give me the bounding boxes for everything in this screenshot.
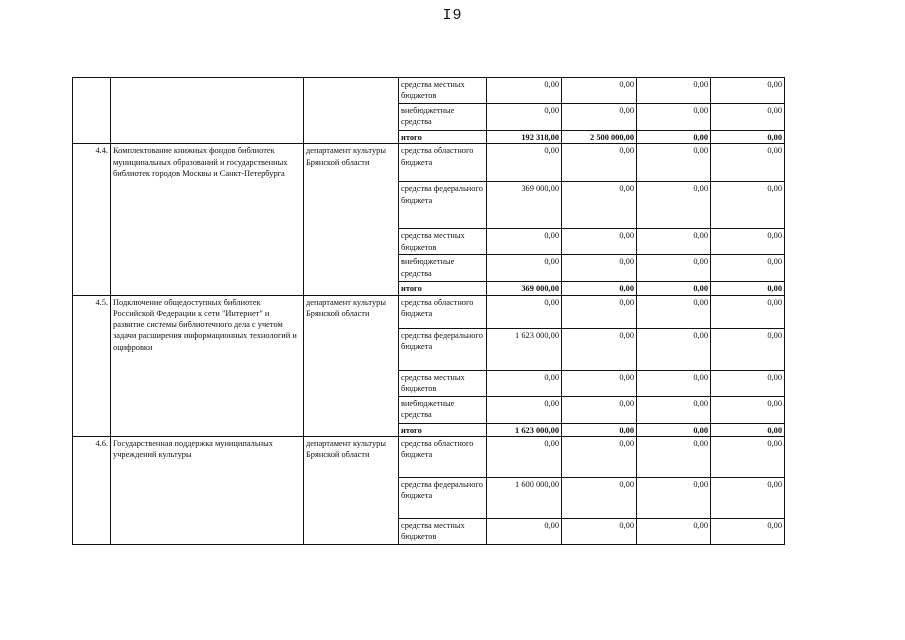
- amount-cell-3: 0,00: [637, 295, 711, 328]
- item-name: Государственная поддержка муниципальных учреждений культуры: [111, 436, 304, 544]
- amount-cell-4: 0,00: [711, 436, 785, 477]
- amount-cell-2: 0,00: [562, 477, 637, 518]
- amount-cell-3: 0,00: [637, 436, 711, 477]
- item-number: 4.4.: [73, 144, 111, 295]
- amount-cell-1: 0,00: [487, 396, 562, 423]
- item-executor-cell: [304, 78, 399, 144]
- table-row: [73, 144, 785, 182]
- amount-cell-4: 0,00: [711, 229, 785, 255]
- amount-cell-3: 0,00: [637, 518, 711, 544]
- amount-cell-3: 0,00: [637, 78, 711, 104]
- funding-source: итого: [399, 282, 487, 295]
- funding-source: средства местных бюджетов: [399, 518, 487, 544]
- funding-source: итого: [399, 423, 487, 436]
- amount-cell-1: 0,00: [487, 255, 562, 282]
- amount-cell-1: 1 623 000,00: [487, 423, 562, 436]
- item-name: Подключение общедоступных библиотек Российской Федерации к сети "Интернет" и развитие системы библиотечного дела с учетом задачи расширения информационных технологий и оцифровки: [111, 295, 304, 436]
- amount-cell-3: 0,00: [637, 182, 711, 229]
- amount-cell-4: 0,00: [711, 131, 785, 144]
- funding-table: [72, 77, 784, 550]
- amount-cell-4: 0,00: [711, 255, 785, 282]
- amount-cell-1: 0,00: [487, 144, 562, 182]
- amount-cell-1: 0,00: [487, 78, 562, 104]
- amount-cell-2: 0,00: [562, 396, 637, 423]
- amount-cell-3: 0,00: [637, 328, 711, 370]
- amount-cell-4: 0,00: [711, 282, 785, 295]
- amount-cell-3: 0,00: [637, 477, 711, 518]
- amount-cell-2: 0,00: [562, 182, 637, 229]
- amount-cell-3: 0,00: [637, 370, 711, 396]
- amount-cell-4: 0,00: [711, 144, 785, 182]
- table-row: [73, 78, 785, 104]
- amount-cell-2: 0,00: [562, 78, 637, 104]
- amount-cell-4: 0,00: [711, 477, 785, 518]
- amount-cell-1: 1 623 000,00: [487, 328, 562, 370]
- amount-cell-4: 0,00: [711, 518, 785, 544]
- amount-cell-1: 0,00: [487, 370, 562, 396]
- amount-cell-1: 369 000,00: [487, 182, 562, 229]
- item-name-cell: [111, 78, 304, 144]
- table-row: [73, 295, 785, 328]
- amount-cell-1: 192 318,00: [487, 131, 562, 144]
- amount-cell-2: 0,00: [562, 282, 637, 295]
- amount-cell-3: 0,00: [637, 255, 711, 282]
- amount-cell-4: 0,00: [711, 78, 785, 104]
- funding-source: итого: [399, 131, 487, 144]
- item-executor: департамент культуры Брянской области: [304, 144, 399, 295]
- amount-cell-1: 0,00: [487, 104, 562, 131]
- amount-cell-4: 0,00: [711, 370, 785, 396]
- funding-source: средства областного бюджета: [399, 144, 487, 182]
- amount-cell-3: 0,00: [637, 131, 711, 144]
- amount-cell-1: 1 600 000,00: [487, 477, 562, 518]
- funding-source: внебюджетные средства: [399, 255, 487, 282]
- funding-source: средства местных бюджетов: [399, 370, 487, 396]
- amount-cell-3: 0,00: [637, 423, 711, 436]
- item-number-cell: [73, 78, 111, 144]
- funding-source: средства местных бюджетов: [399, 78, 487, 104]
- amount-cell-2: 0,00: [562, 295, 637, 328]
- amount-cell-4: 0,00: [711, 423, 785, 436]
- amount-cell-3: 0,00: [637, 282, 711, 295]
- amount-cell-1: 0,00: [487, 295, 562, 328]
- amount-cell-3: 0,00: [637, 396, 711, 423]
- funding-source: средства федерального бюджета: [399, 328, 487, 370]
- funding-source: средства федерального бюджета: [399, 477, 487, 518]
- amount-cell-2: 0,00: [562, 423, 637, 436]
- amount-cell-1: 369 000,00: [487, 282, 562, 295]
- amount-cell-4: 0,00: [711, 396, 785, 423]
- amount-cell-2: 0,00: [562, 144, 637, 182]
- item-number: 4.6.: [73, 436, 111, 544]
- amount-cell-2: 0,00: [562, 518, 637, 544]
- amount-cell-3: 0,00: [637, 104, 711, 131]
- amount-cell-4: 0,00: [711, 328, 785, 370]
- amount-cell-2: 0,00: [562, 229, 637, 255]
- page-number: I9: [442, 7, 463, 24]
- amount-cell-1: 0,00: [487, 518, 562, 544]
- funding-source: средства федерального бюджета: [399, 182, 487, 229]
- item-executor: департамент культуры Брянской области: [304, 295, 399, 436]
- amount-cell-3: 0,00: [637, 229, 711, 255]
- funding-source: средства областного бюджета: [399, 295, 487, 328]
- funding-source: средства местных бюджетов: [399, 229, 487, 255]
- amount-cell-1: 0,00: [487, 229, 562, 255]
- amount-cell-3: 0,00: [637, 144, 711, 182]
- amount-cell-2: 0,00: [562, 370, 637, 396]
- amount-cell-2: 0,00: [562, 104, 637, 131]
- table-row: [73, 436, 785, 477]
- amount-cell-4: 0,00: [711, 295, 785, 328]
- funding-table-grid: [72, 77, 785, 545]
- amount-cell-2: 0,00: [562, 328, 637, 370]
- item-number: 4.5.: [73, 295, 111, 436]
- amount-cell-2: 2 500 000,00: [562, 131, 637, 144]
- amount-cell-2: 0,00: [562, 255, 637, 282]
- funding-source: внебюджетные средства: [399, 396, 487, 423]
- funding-source: внебюджетные средства: [399, 104, 487, 131]
- amount-cell-4: 0,00: [711, 104, 785, 131]
- amount-cell-4: 0,00: [711, 182, 785, 229]
- funding-source: средства областного бюджета: [399, 436, 487, 477]
- item-name: Комплектование книжных фондов библиотек муниципальных образований и государственных библиотек городов Москвы и Санкт-Петербурга: [111, 144, 304, 295]
- item-executor: департамент культуры Брянской области: [304, 436, 399, 544]
- amount-cell-1: 0,00: [487, 436, 562, 477]
- amount-cell-2: 0,00: [562, 436, 637, 477]
